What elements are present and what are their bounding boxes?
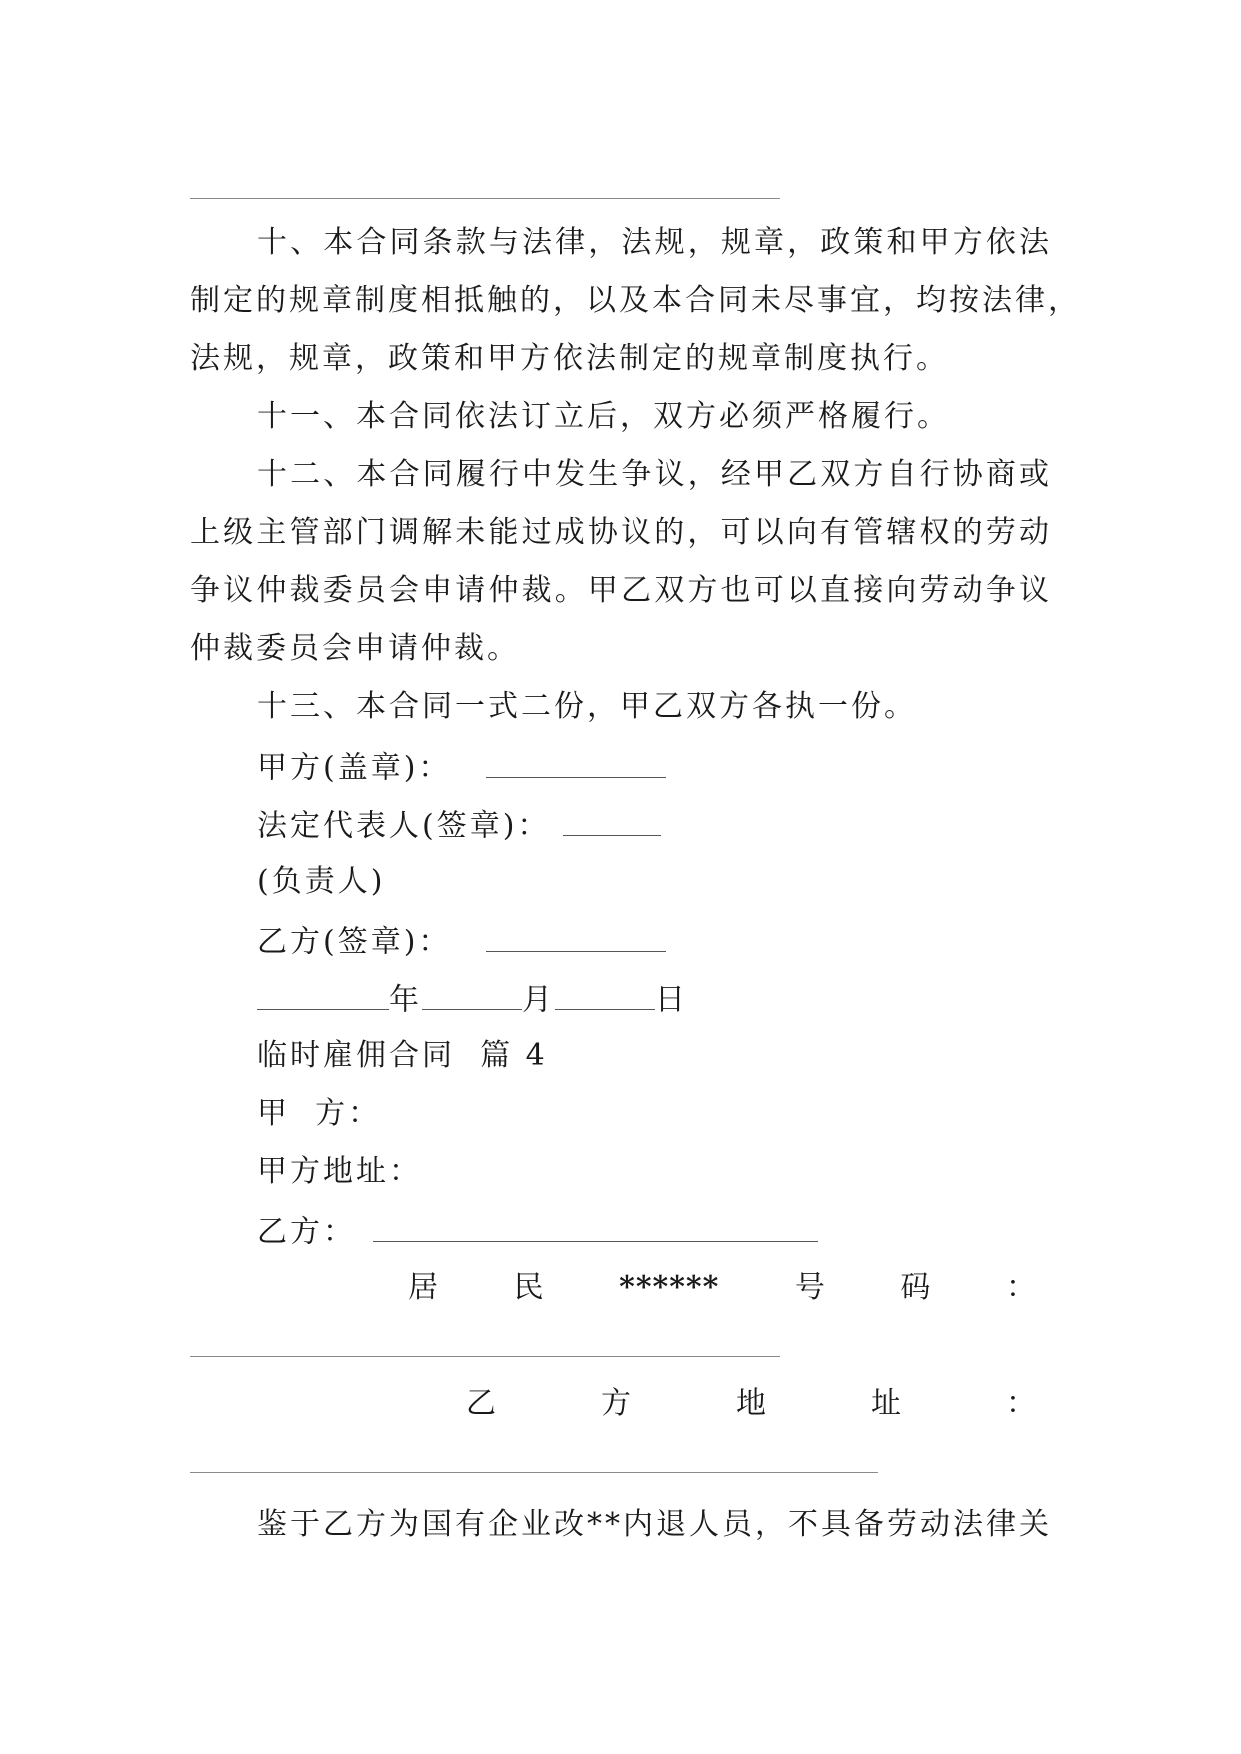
responsible-label: (负责人): [257, 864, 386, 899]
id-number-blank-line: [190, 1356, 780, 1357]
year-label: 年: [389, 982, 422, 1018]
last-paragraph-line-1: 鉴于乙方为国有企业改**内退人员，不具备劳动法律关: [257, 1507, 1052, 1542]
id-number-line: [408, 1270, 1036, 1306]
responsible-line: [257, 864, 1052, 900]
addr-char-3: 地: [736, 1386, 766, 1421]
party-a-seal-label: 甲方(盖章)：: [257, 750, 452, 786]
clause-10-line-3: 法规，规章，政策和甲方依法制定的规章制度执行。: [190, 341, 949, 376]
clause-10-line-1: 十、本合同条款与法律，法规，规章，政策和甲方依法: [257, 225, 1052, 260]
party-a-seal-line: [257, 748, 1052, 787]
party-b-sign-line: [257, 922, 1052, 961]
clause-12-line-3: 争议仲裁委员会申请仲裁。甲乙双方也可以直接向劳动争议: [190, 573, 1052, 608]
clause-12-line-1: 十二、本合同履行中发生争议，经甲乙双方自行协商或: [257, 457, 1052, 492]
clause-11: [190, 388, 1052, 446]
date-line: [257, 980, 1052, 1019]
party-b-address-blank-line: [190, 1472, 878, 1473]
clause-10-line-2: 制定的规章制度相抵触的，以及本合同未尽事宜，均按法律，: [190, 283, 1081, 318]
id-char-1: 居: [408, 1270, 438, 1305]
clause-12: [190, 446, 1052, 678]
clause-13: [190, 678, 1052, 736]
day-blank: [555, 980, 655, 1010]
addr-char-1: 乙: [466, 1386, 496, 1421]
clause-11-text: 十一、本合同依法订立后，双方必须严格履行。: [257, 399, 950, 434]
id-char-2: 民: [513, 1270, 544, 1305]
clause-13-text: 十三、本合同一式二份，甲乙双方各执一份。: [257, 689, 917, 724]
legal-rep-label: 法定代表人(签章)：: [257, 808, 551, 844]
party-a-line: 甲 方：: [257, 1096, 382, 1131]
top-blank-line: [190, 198, 780, 199]
last-paragraph: [190, 1496, 1052, 1554]
section-title: 临时雇佣合同 篇 4: [257, 1038, 548, 1073]
party-a-address-line: 甲方地址：: [257, 1154, 422, 1189]
id-char-5: 码: [900, 1270, 931, 1305]
addr-char-4: 址: [871, 1386, 901, 1421]
month-blank: [422, 980, 522, 1010]
addr-char-2: 方: [601, 1386, 631, 1421]
id-char-3: ******: [619, 1270, 720, 1305]
clause-12-line-4: 仲裁委员会申请仲裁。: [190, 631, 520, 666]
id-char-6: ：: [1005, 1270, 1036, 1305]
legal-rep-blank: [563, 806, 661, 836]
party-b-line: [257, 1212, 1052, 1251]
month-label: 月: [522, 982, 555, 1018]
id-char-4: 号: [794, 1270, 825, 1305]
party-b-label: 乙方：: [257, 1214, 356, 1250]
clause-10: [190, 214, 1081, 388]
party-a-seal-blank: [486, 748, 666, 778]
legal-rep-line: [257, 806, 1052, 845]
party-b-sign-label: 乙方(签章)：: [257, 924, 452, 960]
addr-char-5: ：: [1006, 1386, 1036, 1421]
party-b-blank: [373, 1212, 818, 1242]
party-b-sign-blank: [486, 922, 666, 952]
day-label: 日: [655, 982, 688, 1018]
clause-12-line-2: 上级主管部门调解未能过成协议的，可以向有管辖权的劳动: [190, 515, 1052, 550]
year-blank: [257, 980, 389, 1010]
party-b-address-line: [466, 1386, 1036, 1422]
